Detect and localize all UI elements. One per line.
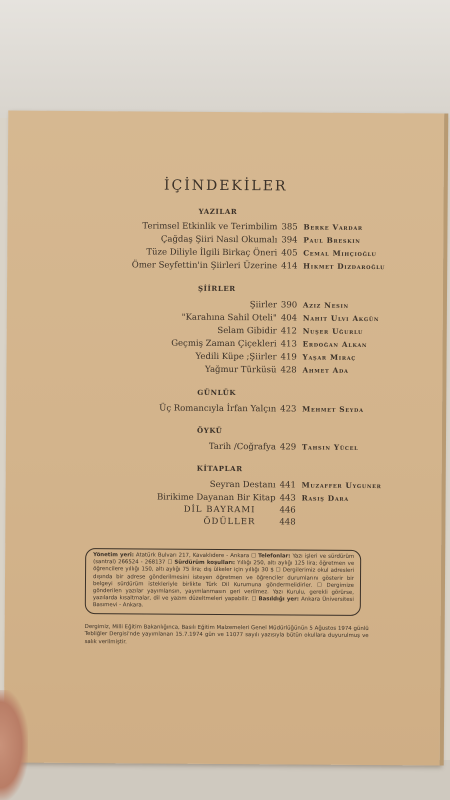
footnote [85, 624, 369, 648]
section-heading-kitaplar: KİTAPLAR [196, 463, 243, 474]
entry-title: Yedili Küpe ;Şiirler [195, 351, 277, 363]
entry-title: Geçmiş Zaman Çiçekleri [171, 338, 277, 350]
thumb [0, 690, 28, 800]
entry-page: 441 [279, 480, 296, 491]
print-text: Ankara Üniversitesi Basımevi - Ankara. [92, 596, 354, 609]
entry-title: Terimsel Etkinlik ve Terimbilim [142, 221, 278, 233]
entry-title: Selam Gibidir [217, 325, 277, 337]
notice-submissions: Dergimize gönderilen yazılar yayımlansın, yayımlanmasın geri verilmez. Yazı Kurulu, gerekli görürse, yazılarda kısaltmalar, dil ve yazım düzeltmeleri yapabilir. [92, 582, 354, 603]
entry-author: Tahsin Yücel [301, 442, 359, 452]
page-edge [440, 114, 449, 766]
entry-page: 404 [280, 313, 298, 324]
entry-title: "Karahına Sahil Oteli" [181, 312, 277, 324]
toc-entry-extra [5, 515, 441, 529]
entry-page: 385 [281, 222, 298, 233]
toc-entry [7, 337, 443, 351]
terms-label: Sürdürüm koşulları: [174, 559, 236, 567]
entry-title: Şiirler [249, 300, 277, 311]
notice-addresses: Dergilerimiz okul adresleri dışında bir adrese gönderilmesini isteyen öğretmen ve öğrenciler durumlarını gösterir bir belgeyi sürdürüm istekleriyle birlikte Türk Dil Kurumuna göndermelidirler. [92, 567, 355, 589]
entry-page: 390 [280, 300, 298, 311]
entry-author: Cemal Mihçioğlu [303, 248, 377, 259]
terms-text: Yıllığı 250, altı aylığı 125 lira; öğretmen ve öğrencilere yıllığı 150, altı aylığı 75 lira; dış ülkeler için yıllığı 30 $ [93, 560, 355, 574]
entry-author: Rasiş Dara [301, 493, 349, 503]
entry-author: Hikmet Dizdaroğlu [303, 261, 386, 272]
imprint-text: Yönetim yeri: Atatürk Bulvarı 217, Kavaklıdere - Ankara ☐ Telefonlar: Yazı işleri ve sürdürüm (santral) 266524 - 268137 ☐ Sürdürüm koşulları: Yıllığı 250, altı aylığı 125 lira; öğretmen ve öğrencilere yıllığı 150, altı aylığı 75 lira; dış ülkeler için yıllığı 30 $ ☐ Dergilerimiz okul adresleri dışında bir adrese gönderilmesini isteyen öğretmen ve öğrenciler durumlarını gösterir bir belgeyi sürdürüm istekleriyle birlikte Türk Dil Kurumuna göndermelidirler. ☐ Dergimize gönderilen yazılar yayımlansın, yayımlanmasın geri verilmez. Yazı Kurulu, gerekli görürse, yazılarda kısaltmalar, dil ve yazım düzeltmeleri yapabilir. ☐ Basıldığı yer: Ankara Üniversitesi Basımevi - Ankara. [92, 552, 355, 609]
entry-author: Mehmet Seyda [302, 404, 364, 414]
toc-entry [6, 363, 442, 377]
entry-page: 413 [280, 339, 297, 350]
entry-page: 443 [279, 493, 296, 504]
section-heading-yazilar: YAZILAR [198, 206, 238, 217]
entry-title: DİL BAYRAMI [183, 504, 256, 516]
entry-title: Ömer Seyfettin'in Şiirleri Üzerine [131, 260, 278, 272]
entry-page: 423 [280, 404, 297, 415]
toc-entry [7, 246, 443, 260]
background-surface-bottom [0, 760, 450, 800]
admin-address: Atatürk Bulvarı 217, Kavaklıdere - Ankara [135, 552, 250, 560]
entry-page: 446 [279, 505, 296, 516]
toc-entry [7, 324, 443, 338]
toc-entry [6, 440, 442, 454]
entry-author: Ahmet Ada [302, 365, 349, 375]
entry-title: ÖDÜLLER [203, 516, 256, 528]
book-page [4, 110, 445, 765]
entry-author: Aziz Nesin [302, 300, 349, 310]
entry-page: 448 [279, 517, 296, 528]
section-heading-oyku: ÖYKÜ [197, 425, 223, 435]
entry-page: 428 [280, 365, 297, 376]
entry-page: 414 [281, 261, 298, 272]
footnote-text: Dergimiz, Milli Eğitim Bakanlığınca, Basılı Eğitim Malzemeleri Genel Müdürlüğünün 5 Ağustos 1974 günlü Tebliğler Dergisi'nde yayımlanan 15.7.1974 gün ve 11077 sayılı yazısıyla bütün okullara duyurulmuş ve salık verilmiştir. [84, 624, 369, 646]
entry-author: Nuşer Uğurlu [302, 326, 364, 336]
toc-entry [7, 259, 443, 273]
entry-author: Erdoğan Alkan [302, 339, 368, 349]
entry-title: Tarih /Coğrafya [208, 441, 276, 453]
entry-title: Yağmur Türküsü [205, 364, 277, 376]
entry-page: 412 [280, 326, 298, 337]
entry-author: Nahit Ulvi Akgün [302, 313, 380, 324]
toc-entry [6, 478, 442, 492]
entry-author: Berke Vardar [303, 222, 363, 232]
section-heading-siirler: ŞİİRLER [198, 283, 236, 294]
entry-page: 394 [281, 235, 298, 246]
entry-author: Paul Breskin [303, 235, 361, 245]
entry-title: Seyran Destanı [209, 479, 276, 491]
toc-entry [7, 350, 443, 364]
entry-author: Yaşar Miraç [302, 352, 357, 362]
admin-label: Yönetim yeri: [93, 552, 134, 559]
phones-text: Yazı işleri ve sürdürüm (santral) 266524 - 268137 [93, 553, 355, 566]
toc-entry [7, 298, 443, 312]
toc-entry [7, 311, 443, 325]
phones-label: Telefonlar: [258, 553, 291, 560]
toc-entry [7, 233, 443, 247]
print-label: Basıldığı yer: [258, 596, 299, 603]
entry-page: 405 [281, 248, 298, 259]
entry-page: 419 [280, 352, 297, 363]
entry-page: 429 [279, 442, 297, 453]
entry-title: Üç Romancıyla İrfan Yalçın [159, 403, 277, 415]
toc-entry [6, 402, 442, 416]
section-heading-gunluk: GÜNLÜK [197, 387, 237, 398]
page-title: İÇİNDEKİLER [163, 177, 288, 195]
entry-title: Çağdaş Şiiri Nasıl Okumalı [160, 234, 278, 246]
background-surface [0, 0, 450, 118]
imprint-box [85, 548, 361, 616]
toc-entry [7, 220, 443, 234]
entry-title: Birikime Dayanan Bir Kitap [156, 492, 276, 504]
entry-author: Muzaffer Uyguner [301, 480, 382, 491]
entry-title: Tüze Diliyle İlgili Birkaç Öneri [146, 247, 278, 259]
